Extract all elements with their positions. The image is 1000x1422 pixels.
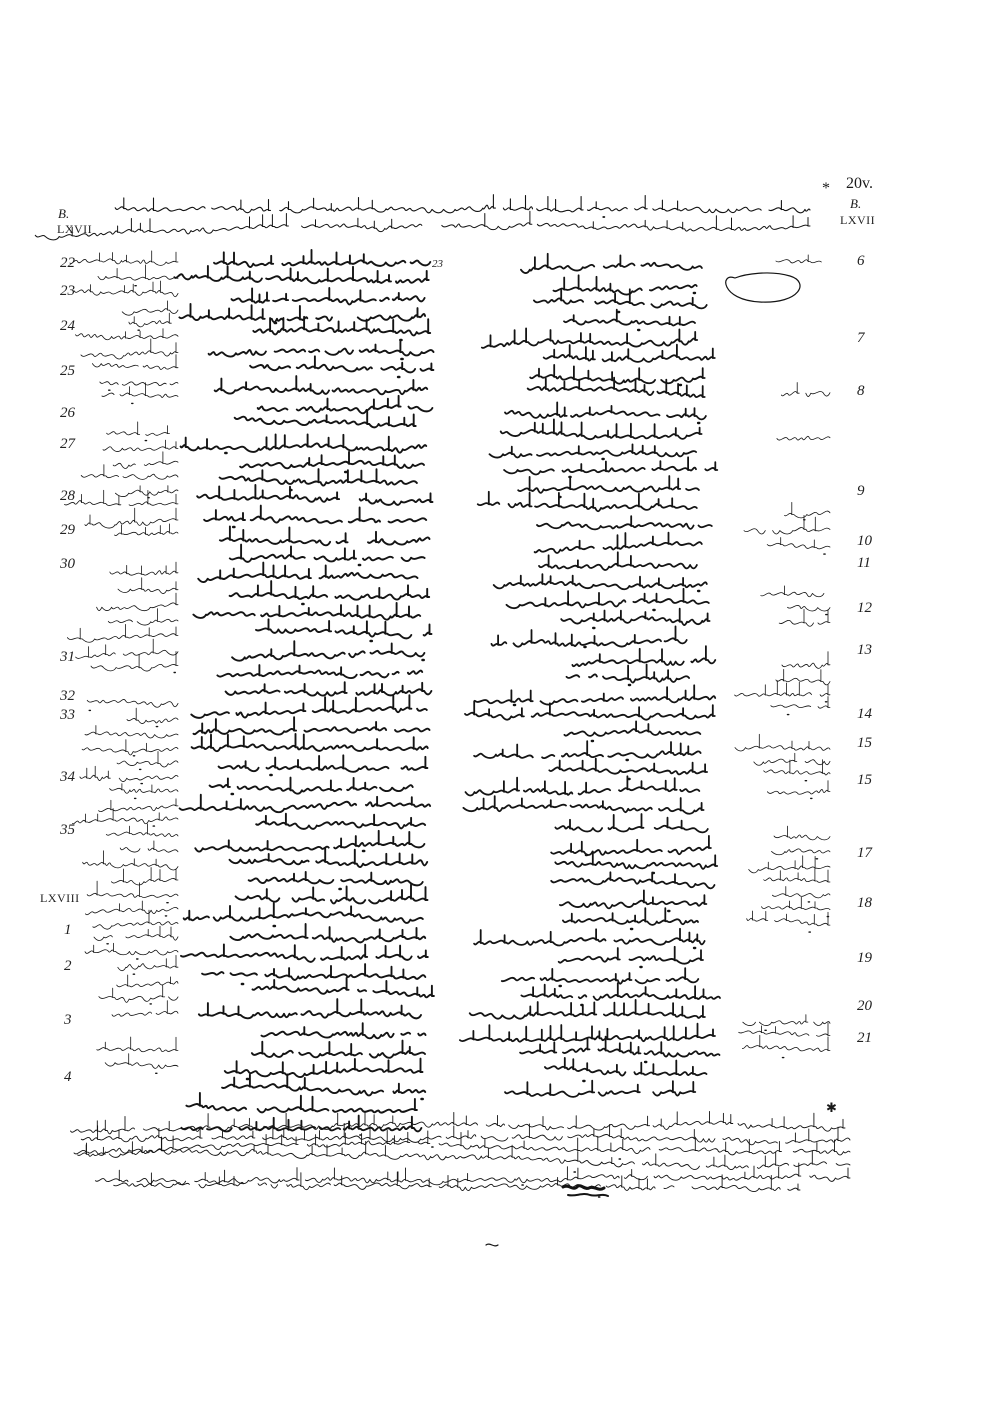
handwritten-line (561, 609, 709, 625)
handwritten-line (788, 605, 831, 611)
handwritten-line (764, 869, 830, 883)
handwritten-line (118, 578, 178, 594)
handwritten-line (537, 516, 712, 529)
handwritten-line (521, 254, 702, 273)
handwritten-line (226, 682, 432, 695)
handwritten-line (559, 947, 703, 964)
inner-verse-number: 23 (432, 258, 443, 270)
verse-number: 4 (64, 1069, 72, 1085)
handwritten-line (87, 881, 178, 897)
handwritten-line (490, 444, 697, 457)
verse-number: 11 (857, 555, 871, 571)
asterisk-mark-bottom: ✱ (826, 1100, 837, 1115)
handwritten-line (250, 356, 433, 372)
verse-number: 9 (857, 483, 865, 499)
handwritten-line (220, 469, 417, 485)
verse-number: 31 (60, 649, 75, 665)
handwritten-line (767, 781, 830, 795)
right-siglum: B. (850, 196, 862, 211)
handwritten-line (80, 766, 178, 781)
handwritten-line (181, 434, 427, 452)
verse-number: 27 (60, 436, 75, 452)
handwritten-line (478, 492, 697, 511)
verse-number: 33 (60, 707, 75, 723)
handwritten-line (530, 365, 705, 384)
handwritten-line (474, 741, 700, 758)
verse-number: 21 (857, 1030, 872, 1046)
handwritten-line (94, 926, 178, 940)
handwritten-line (494, 574, 707, 589)
handwritten-line (117, 975, 178, 987)
handwritten-line (197, 485, 432, 505)
handwritten-line (249, 872, 423, 885)
handwritten-line (261, 1023, 425, 1038)
handwritten-line (463, 796, 703, 814)
handwritten-line (502, 968, 698, 983)
handwritten-line (555, 852, 717, 869)
handwritten-line (521, 983, 720, 1000)
handwritten-line (204, 506, 426, 524)
handwritten-line (106, 824, 178, 837)
handwritten-line (194, 717, 430, 734)
handwritten-line (107, 422, 170, 435)
handwritten-line (102, 383, 178, 398)
handwritten-line (74, 281, 178, 297)
inline-roman-numeral: LXVIII (40, 891, 80, 905)
asterisk-mark: * (822, 180, 830, 197)
handwritten-line (474, 929, 705, 946)
handwritten-line (230, 924, 425, 942)
handwritten-line (85, 943, 178, 955)
handwritten-line (735, 681, 830, 697)
handwritten-line (114, 1172, 800, 1192)
handwritten-line (256, 619, 432, 638)
handwritten-line (258, 396, 433, 413)
handwritten-line (110, 784, 178, 794)
handwritten-line (560, 890, 706, 908)
handwritten-line (774, 826, 830, 840)
verse-number: 30 (60, 556, 75, 572)
handwritten-line (776, 255, 822, 263)
handwritten-line (747, 911, 830, 926)
handwritten-line (193, 603, 420, 620)
verse-number: 10 (857, 533, 872, 549)
handwritten-line (214, 250, 430, 267)
handwritten-line (93, 910, 178, 929)
handwritten-line (505, 1081, 695, 1097)
handwritten-line (81, 1123, 850, 1144)
handwritten-line (230, 848, 428, 867)
handwritten-line (181, 1116, 421, 1132)
handwritten-line (572, 646, 715, 666)
handwritten-line (192, 734, 428, 751)
handwritten-line (567, 664, 690, 682)
handwritten-line (776, 669, 830, 684)
handwritten-line (772, 887, 830, 898)
handwritten-line (186, 1093, 417, 1113)
handwritten-line (99, 799, 178, 812)
verse-number: 32 (60, 688, 75, 704)
handwritten-line (210, 778, 413, 794)
handwritten-line (217, 665, 422, 678)
handwritten-line (256, 814, 425, 829)
handwritten-line (564, 310, 695, 326)
handwritten-line (772, 849, 831, 855)
handwritten-line (782, 652, 830, 669)
handwritten-line (180, 795, 430, 812)
handwritten-line (220, 526, 430, 545)
handwritten-line (118, 955, 178, 970)
handwritten-line (87, 699, 178, 707)
verse-number: 20 (857, 998, 872, 1014)
handwritten-line (105, 1054, 178, 1069)
verse-number: 15 (857, 772, 872, 788)
verse-number: 18 (857, 895, 872, 911)
handwritten-line (762, 897, 830, 910)
handwritten-line (117, 752, 178, 767)
handwritten-line (108, 609, 178, 625)
handwritten-line (771, 697, 830, 709)
verse-number: 22 (60, 255, 75, 271)
handwritten-line (85, 508, 178, 528)
handwritten-line (231, 288, 424, 304)
verse-number: 19 (857, 950, 872, 966)
handwritten-line (482, 328, 697, 348)
verse-number: 17 (857, 845, 872, 861)
handwritten-line (555, 814, 707, 832)
handwritten-line (754, 753, 830, 765)
handwritten-line (110, 562, 178, 575)
handwritten-line (83, 851, 178, 870)
handwritten-line (97, 1037, 178, 1052)
handwritten-line (98, 265, 178, 280)
handwritten-line (120, 841, 178, 852)
handwritten-line (67, 624, 178, 642)
left-roman-numeral: LXVII (57, 222, 93, 236)
handwritten-line (74, 1131, 850, 1156)
right-roman-numeral: LXVII (840, 213, 876, 227)
handwritten-line (70, 251, 178, 265)
handwritten-line (505, 402, 706, 419)
handwritten-line (466, 776, 700, 795)
verse-number: 34 (60, 769, 75, 785)
handwritten-line (235, 412, 416, 428)
handwritten-line (230, 545, 425, 562)
handwritten-line (252, 1041, 425, 1058)
handwritten-line (72, 809, 178, 824)
handwritten-line (100, 382, 178, 386)
handwritten-line (202, 964, 425, 980)
verse-number: 29 (60, 522, 75, 538)
handwritten-line (70, 1111, 845, 1134)
handwritten-line (535, 533, 702, 553)
handwritten-line (174, 266, 428, 283)
handwritten-line (92, 355, 178, 370)
verse-number: 8 (857, 383, 865, 399)
handwritten-line (743, 1015, 830, 1026)
handwritten-line (777, 436, 830, 440)
handwritten-line (785, 502, 831, 517)
verse-number: 3 (64, 1012, 72, 1028)
handwritten-line (563, 908, 698, 925)
handwritten-line (475, 685, 715, 704)
handwritten-line (225, 1059, 423, 1077)
handwritten-line (113, 452, 178, 469)
handwritten-line (181, 944, 428, 961)
handwritten-line (465, 701, 715, 719)
handwritten-line (240, 452, 424, 468)
handwritten-line (81, 339, 178, 359)
left-siglum: B. (58, 206, 70, 221)
handwritten-line (761, 586, 824, 597)
handwritten-line (518, 476, 699, 493)
handwritten-line (115, 195, 810, 213)
verse-number: 12 (857, 600, 872, 616)
handwritten-line (539, 552, 697, 570)
handwritten-line (564, 721, 700, 735)
handwritten-line (779, 609, 830, 626)
handwritten-line (544, 345, 715, 362)
handwritten-line (76, 329, 179, 340)
handwritten-line (781, 383, 830, 397)
verse-number: 2 (64, 958, 72, 974)
handwritten-line (506, 589, 708, 608)
handwritten-line (85, 901, 178, 915)
handwritten-line (504, 457, 717, 474)
verse-number: 24 (60, 318, 75, 334)
handwritten-line (184, 903, 423, 923)
handwritten-line (735, 734, 830, 751)
verse-number: 23 (60, 283, 75, 299)
handwritten-line (82, 740, 178, 755)
handwritten-line (501, 419, 702, 439)
verse-number: 7 (857, 330, 865, 346)
handwritten-line (78, 1137, 850, 1169)
handwritten-line (195, 831, 424, 852)
handwritten-line (115, 486, 178, 497)
handwritten-line (554, 275, 697, 294)
handwritten-line (35, 211, 810, 240)
handwritten-line (470, 1000, 705, 1019)
verse-number: 13 (857, 642, 872, 658)
verse-number: 1 (64, 922, 72, 938)
handwritten-line (219, 755, 428, 771)
handwritten-line (232, 641, 424, 660)
handwritten-line (85, 726, 178, 738)
handwritten-line (551, 872, 714, 888)
verse-number: 15 (857, 735, 872, 751)
handwritten-line (236, 885, 428, 904)
handwritten-line (545, 1058, 707, 1076)
verse-number: 28 (60, 488, 75, 504)
handwritten-line (191, 695, 427, 718)
handwritten-line (253, 978, 434, 997)
handwritten-line (215, 376, 428, 394)
handwritten-line (492, 626, 687, 646)
handwritten-line (179, 304, 425, 322)
handwritten-line (103, 440, 178, 451)
verse-number: 25 (60, 363, 75, 379)
handwritten-line (97, 593, 178, 611)
folio-mark: 20v. (846, 175, 873, 192)
handwritten-line (198, 563, 417, 582)
handwritten-line (127, 708, 178, 723)
verse-number: 6 (857, 253, 865, 269)
verse-number: 26 (60, 405, 75, 421)
handwritten-line (99, 985, 178, 1002)
handwritten-line (199, 999, 421, 1018)
handwritten-line (209, 342, 434, 357)
handwritten-line (111, 868, 178, 885)
handwritten-line (129, 313, 171, 327)
handwritten-line (222, 1074, 425, 1095)
handwritten-line (744, 515, 830, 534)
handwritten-line (230, 581, 430, 600)
verse-number: 35 (60, 822, 75, 838)
handwritten-line (81, 465, 178, 480)
handwritten-line (742, 1035, 830, 1051)
verse-number: 14 (857, 706, 872, 722)
handwritten-line (112, 1001, 178, 1017)
handwritten-line (95, 1163, 850, 1185)
handwritten-line (767, 538, 830, 549)
handwritten-line (551, 836, 711, 855)
